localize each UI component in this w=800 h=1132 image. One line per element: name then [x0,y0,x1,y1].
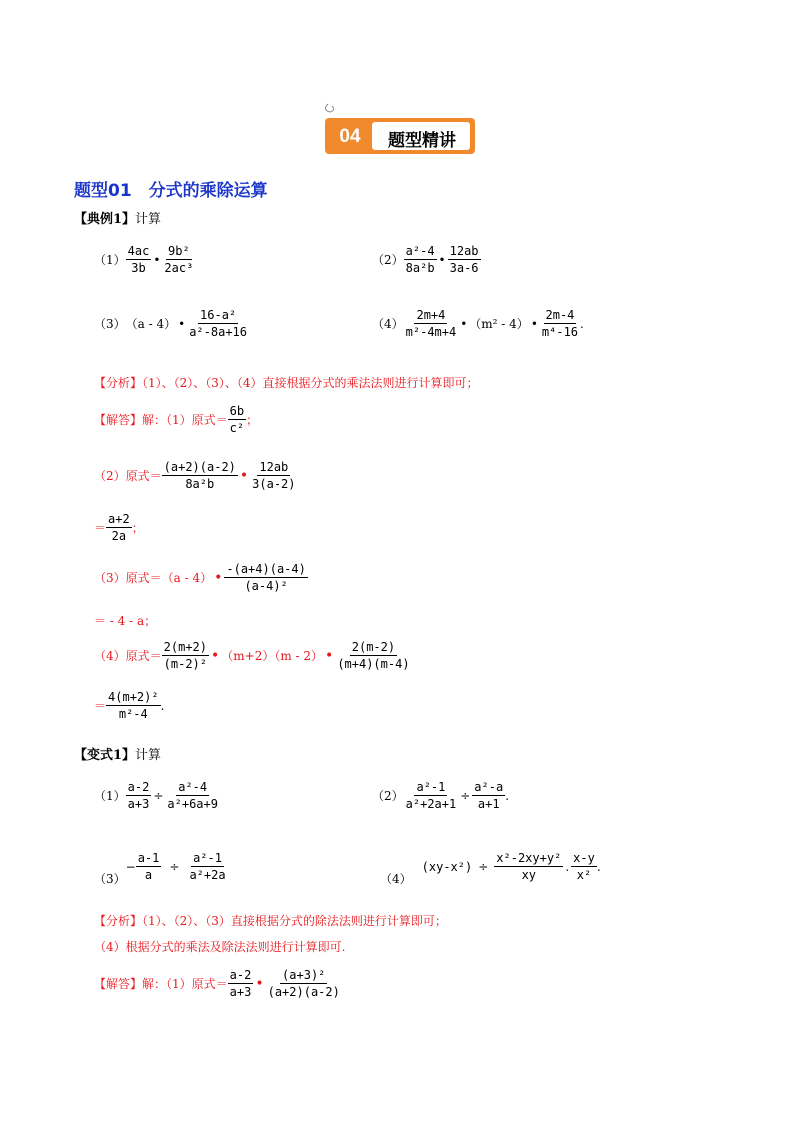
fraction: $\frac{\text{9b²}}{\text{2ac³}}$ [164,244,194,275]
fraction: $\frac{a+2}{2a}$ [108,512,130,543]
solution-1-line-3: （3）原式＝（a - 4） • $\frac{-(a+4)(a-4)}{\text{(a-4)²}}$ [94,562,306,593]
variant-1-prompt: 计算 [135,748,162,763]
fraction: $\frac{2m+4}{\text{m²-4m+4}}$ [405,308,457,339]
problem-index: （2） [372,253,404,267]
problem-index: （3） [94,317,126,331]
analysis-2: 【分析】（1）、（2）、（3）直接根据分式的除法法则进行计算即可； [94,914,447,928]
fraction: $\frac{a-2}{a+3}$ [229,968,252,999]
fraction: $\frac{\text{x²-2xy+y²}}{xy}$ [496,851,562,882]
fraction: $\frac{\text{a²-a}}{a+1}$ [474,780,504,811]
fraction: $\frac{4ac}{3b}$ [127,244,150,275]
solution-1-line-2-result: ＝ $\frac{a+2}{2a}$ ； [94,512,144,543]
fraction: $\frac{-(a+4)(a-4)}{\text{(a-4)²}}$ [226,562,306,593]
fraction: $\frac{\text{a²-4}}{\text{a²+6a+9}}$ [167,780,218,811]
fraction: $\frac{2(m-2)}{(m+4)(m-4)}$ [337,640,410,671]
solution-2-line-1: 【解答】 解：（1）原式＝ $\frac{a-2}{a+3}$ • $\frac{\text{(a+3)²}}{(a+2)(a-2)}$ [94,968,340,999]
fraction: $\frac{a-2}{a+3}$ [127,780,150,811]
solution-1-line-4-result: ＝ $\frac{\text{4(m+2)²}}{\text{m²-4}}$ . [94,690,165,721]
ex1-problem-1: （1） $\frac{4ac}{3b}$ • $\frac{\text{9b²}}{\text{2ac³}}$ [94,244,194,275]
problem-index: （4） [372,317,404,331]
pin-icon [325,104,333,112]
example-1-label: 【典例1】 [74,212,136,227]
problem-index: （2） [372,789,404,803]
fraction: $\frac{\text{16-a²}}{\text{a²-8a+16}}$ [189,308,247,339]
solution-1-line-1: 【解答】 解：（1）原式＝ $\frac{6b}{\text{c²}}$ ； [94,404,259,435]
ex1-problem-4: （4） $\frac{2m+4}{\text{m²-4m+4}}$ • （m² - 4） • $\frac{2m-4}{\text{m⁴-16}}$ . [372,308,584,339]
var1-problem-3: （3） − $\frac{a-1}{a}$ ÷ $\frac{\text{a²-1}}{\text{a²+2a}}$ [94,851,226,886]
fraction: $\frac{12ab}{3a-6}$ [449,244,479,275]
fraction: $\frac{a-1}{a}$ [137,851,160,882]
fraction: $\frac{6b}{\text{c²}}$ [229,404,245,435]
problem-index: （4） [380,872,412,886]
var1-problem-2: （2） $\frac{\text{a²-1}}{\text{a²+2a+1}}$ ÷ $\frac{\text{a²-a}}{a+1}$ . [372,780,510,811]
solution-label: 【解答】 [94,413,143,427]
problem-index: （1） [94,253,126,267]
example-1-header [74,208,161,227]
fraction: $\frac{\text{(a+3)²}}{(a+2)(a-2)}$ [267,968,340,999]
problem-index: （3） [94,872,126,886]
var1-problem-1: （1） $\frac{a-2}{a+3}$ ÷ $\frac{\text{a²-4}}{\text{a²+6a+9}}$ [94,780,218,811]
solution-1-line-4: （4）原式＝ $\frac{2(m+2)}{\text{(m-2)²}}$ • （m+2）（m - 2） • $\frac{2(m-2)}{(m+4)(m-4)}$ [94,640,410,671]
section-badge [320,100,480,158]
fraction: $\frac{\text{4(m+2)²}}{\text{m²-4}}$ [108,690,159,721]
fraction: $\frac{2m-4}{\text{m⁴-16}}$ [541,308,579,339]
fraction: $\frac{(a+2)(a-2)}{\text{8a²b}}$ [163,460,236,491]
example-1-prompt: 计算 [135,212,162,227]
ex1-problem-3: （3） （a - 4） • $\frac{\text{16-a²}}{\text{a²-8a+16}}$ [94,308,247,339]
solution-label: 【解答】 [94,977,143,991]
fraction: $\frac{2(m+2)}{\text{(m-2)²}}$ [163,640,207,671]
badge-text: 题型精讲 [388,131,456,151]
fraction: $\frac{\text{a²-4}}{\text{8a²b}}$ [405,244,435,275]
fraction: $\frac{x-y}{\text{x²}}$ [573,851,595,882]
var1-problem-4: （4） (xy-x²) ÷ $\frac{\text{x²-2xy+y²}}{xy}$ . $\frac{x-y}{\text{x²}}$ . [380,851,601,886]
fraction: $\frac{\text{a²-1}}{\text{a²+2a}}$ [189,851,226,882]
fraction: $\frac{12ab}{3(a-2)}$ [252,460,296,491]
section-title: 题型01 分式的乘除运算 [74,181,268,201]
problem-index: （1） [94,789,126,803]
analysis-2-line-2: （4）根据分式的乘法及除法法则进行计算即可. [94,940,346,954]
variant-1-header [74,744,161,763]
analysis-1: 【分析】（1）、（2）、（3）、（4）直接根据分式的乘法法则进行计算即可； [94,376,479,390]
badge-number: 04 [339,126,361,147]
ex1-problem-2: （2） $\frac{\text{a²-4}}{\text{8a²b}}$ • $\frac{12ab}{3a-6}$ [372,244,479,275]
solution-1-line-2: （2）原式＝ $\frac{(a+2)(a-2)}{\text{8a²b}}$ • $\frac{12ab}{3(a-2)}$ [94,460,296,491]
solution-1-line-3-result: ＝ - 4 - a； [94,614,157,628]
variant-1-label: 【变式1】 [74,748,136,763]
fraction: $\frac{\text{a²-1}}{\text{a²+2a+1}}$ [405,780,457,811]
